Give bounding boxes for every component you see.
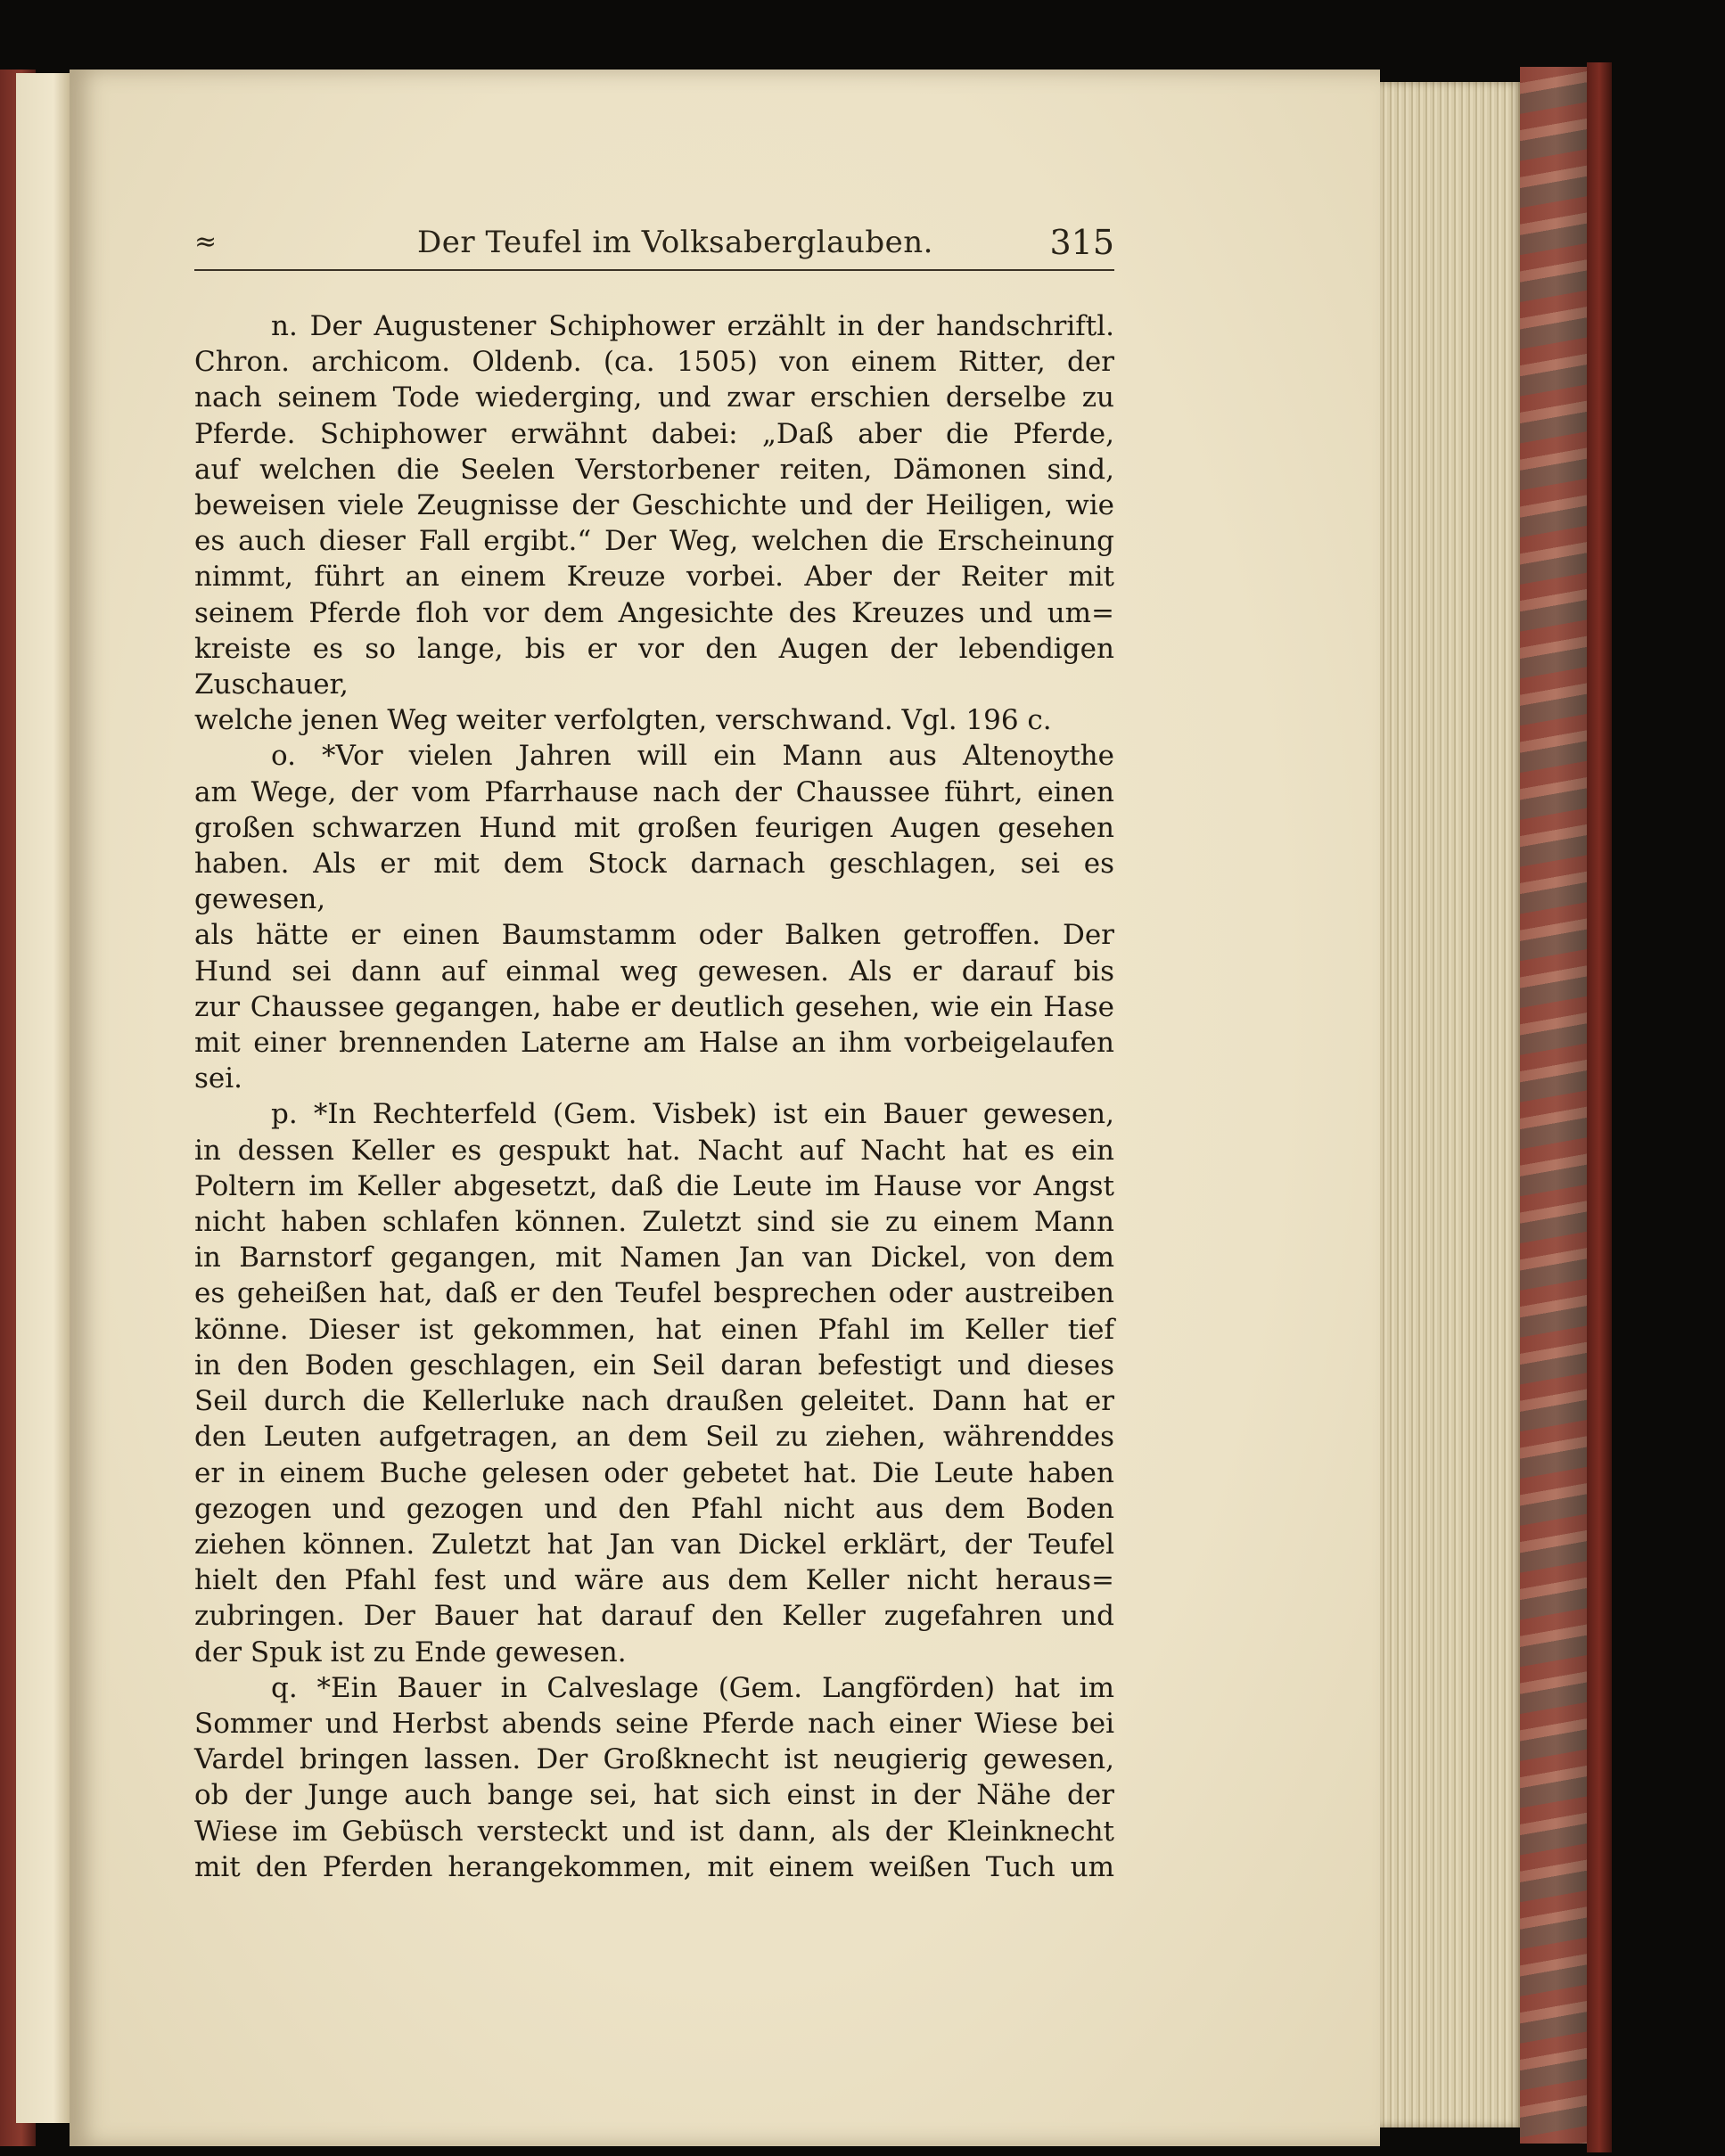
- text-line: o. *Vor vielen Jahren will ein Mann aus Altenoythe: [271, 740, 1114, 773]
- text-line: zur Chaussee gegangen, habe er deutlich gesehen, wie ein Hase: [194, 990, 1114, 1023]
- text-line: es auch dieser Fall ergibt.“ Der Weg, welchen die Erscheinung: [194, 525, 1114, 558]
- header-ornament: ≈: [194, 226, 218, 258]
- text-line: den Leuten aufgetragen, an dem Seil zu ziehen, währenddes: [194, 1421, 1114, 1454]
- header-rule: [194, 269, 1114, 271]
- text-line: q. *Ein Bauer in Calveslage (Gem. Langförden) hat im: [271, 1671, 1114, 1704]
- text-line: Chron. archicom. Oldenb. (ca. 1505) von einem Ritter, der: [194, 346, 1114, 379]
- text-line: kreiste es so lange, bis er vor den Augen der lebendigen Zuschauer,: [194, 632, 1114, 701]
- body-text: [194, 308, 1114, 1885]
- text-line: haben. Als er mit dem Stock darnach geschlagen, sei es gewesen,: [194, 848, 1114, 916]
- text-line: könne. Dieser ist gekommen, hat einen Pfahl im Keller tief: [194, 1313, 1114, 1346]
- text-line: Sommer und Herbst abends seine Pferde nach einer Wiese bei: [194, 1707, 1114, 1740]
- text-line: gezogen und gezogen und den Pfahl nicht aus dem Boden: [194, 1492, 1114, 1525]
- text-line: es geheißen hat, daß er den Teufel besprechen oder austreiben: [194, 1277, 1114, 1310]
- text-line: hielt den Pfahl fest und wäre aus dem Keller nicht heraus=: [194, 1564, 1114, 1597]
- text-line: auf welchen die Seelen Verstorbener reiten, Dämonen sind,: [194, 453, 1114, 486]
- text-line: nicht haben schlafen können. Zuletzt sind sie zu einem Mann: [194, 1206, 1114, 1239]
- text-line: er in einem Buche gelesen oder gebetet hat. Die Leute haben: [194, 1456, 1114, 1489]
- page-header: [194, 223, 1114, 264]
- text-line: ob der Junge auch bange sei, hat sich einst in der Nähe der: [194, 1779, 1114, 1812]
- text-line: Hund sei dann auf einmal weg gewesen. Als er darauf bis: [194, 955, 1114, 988]
- text-line: der Spuk ist zu Ende gewesen.: [194, 1635, 627, 1668]
- text-line: beweisen viele Zeugnisse der Geschichte und der Heiligen, wie: [194, 489, 1114, 522]
- text-line: mit einer brennenden Laterne am Halse an ihm vorbeigelaufen sei.: [194, 1027, 1114, 1095]
- book-spine: [1587, 62, 1612, 2152]
- text-line: Seil durch die Kellerluke nach draußen geleitet. Dann hat er: [194, 1385, 1114, 1418]
- text-line: am Wege, der vom Pfarrhause nach der Chaussee führt, einen: [194, 775, 1114, 808]
- text-line: Wiese im Gebüsch versteckt und ist dann, als der Kleinknecht: [194, 1815, 1114, 1848]
- text-line: in Barnstorf gegangen, mit Namen Jan van Dickel, von dem: [194, 1242, 1114, 1275]
- text-line: nach seinem Tode wiederging, und zwar erschien derselbe zu: [194, 381, 1114, 414]
- text-line: ziehen können. Zuletzt hat Jan van Dickel erklärt, der Teufel: [194, 1528, 1114, 1561]
- text-line: mit den Pferden herangekommen, mit einem weißen Tuch um: [194, 1850, 1114, 1883]
- text-line: welche jenen Weg weiter verfolgten, verschwand. Vgl. 196 c.: [194, 704, 1052, 737]
- text-line: n. Der Augustener Schiphower erzählt in der handschriftl.: [271, 310, 1114, 342]
- text-line: seinem Pferde floh vor dem Angesichte des Kreuzes und um=: [194, 596, 1114, 629]
- running-title: Der Teufel im Volksaberglauben.: [417, 225, 933, 260]
- text-line: Vardel bringen lassen. Der Großknecht ist neugierig gewesen,: [194, 1743, 1114, 1776]
- text-line: nimmt, führt an einem Kreuze vorbei. Aber der Reiter mit: [194, 561, 1114, 594]
- text-line: in dessen Keller es gespukt hat. Nacht auf Nacht hat es ein: [194, 1134, 1114, 1167]
- text-line: als hätte er einen Baumstamm oder Balken getroffen. Der: [194, 919, 1114, 952]
- text-line: Poltern im Keller abgesetzt, daß die Leute im Hause vor Angst: [194, 1169, 1114, 1202]
- marbled-edge: [1520, 67, 1591, 2144]
- facing-page-edge: [16, 73, 70, 2123]
- text-line: zubringen. Der Bauer hat darauf den Keller zugefahren und: [194, 1600, 1114, 1633]
- text-line: in den Boden geschlagen, ein Seil daran befestigt und dieses: [194, 1349, 1114, 1381]
- text-line: Pferde. Schiphower erwähnt dabei: „Daß aber die Pferde,: [194, 417, 1114, 450]
- text-line: p. *In Rechterfeld (Gem. Visbek) ist ein Bauer gewesen,: [271, 1098, 1114, 1131]
- page-number: 315: [1049, 223, 1114, 262]
- page-block-edge: [1380, 82, 1523, 2127]
- text-line: großen schwarzen Hund mit großen feurigen Augen gesehen: [194, 811, 1114, 844]
